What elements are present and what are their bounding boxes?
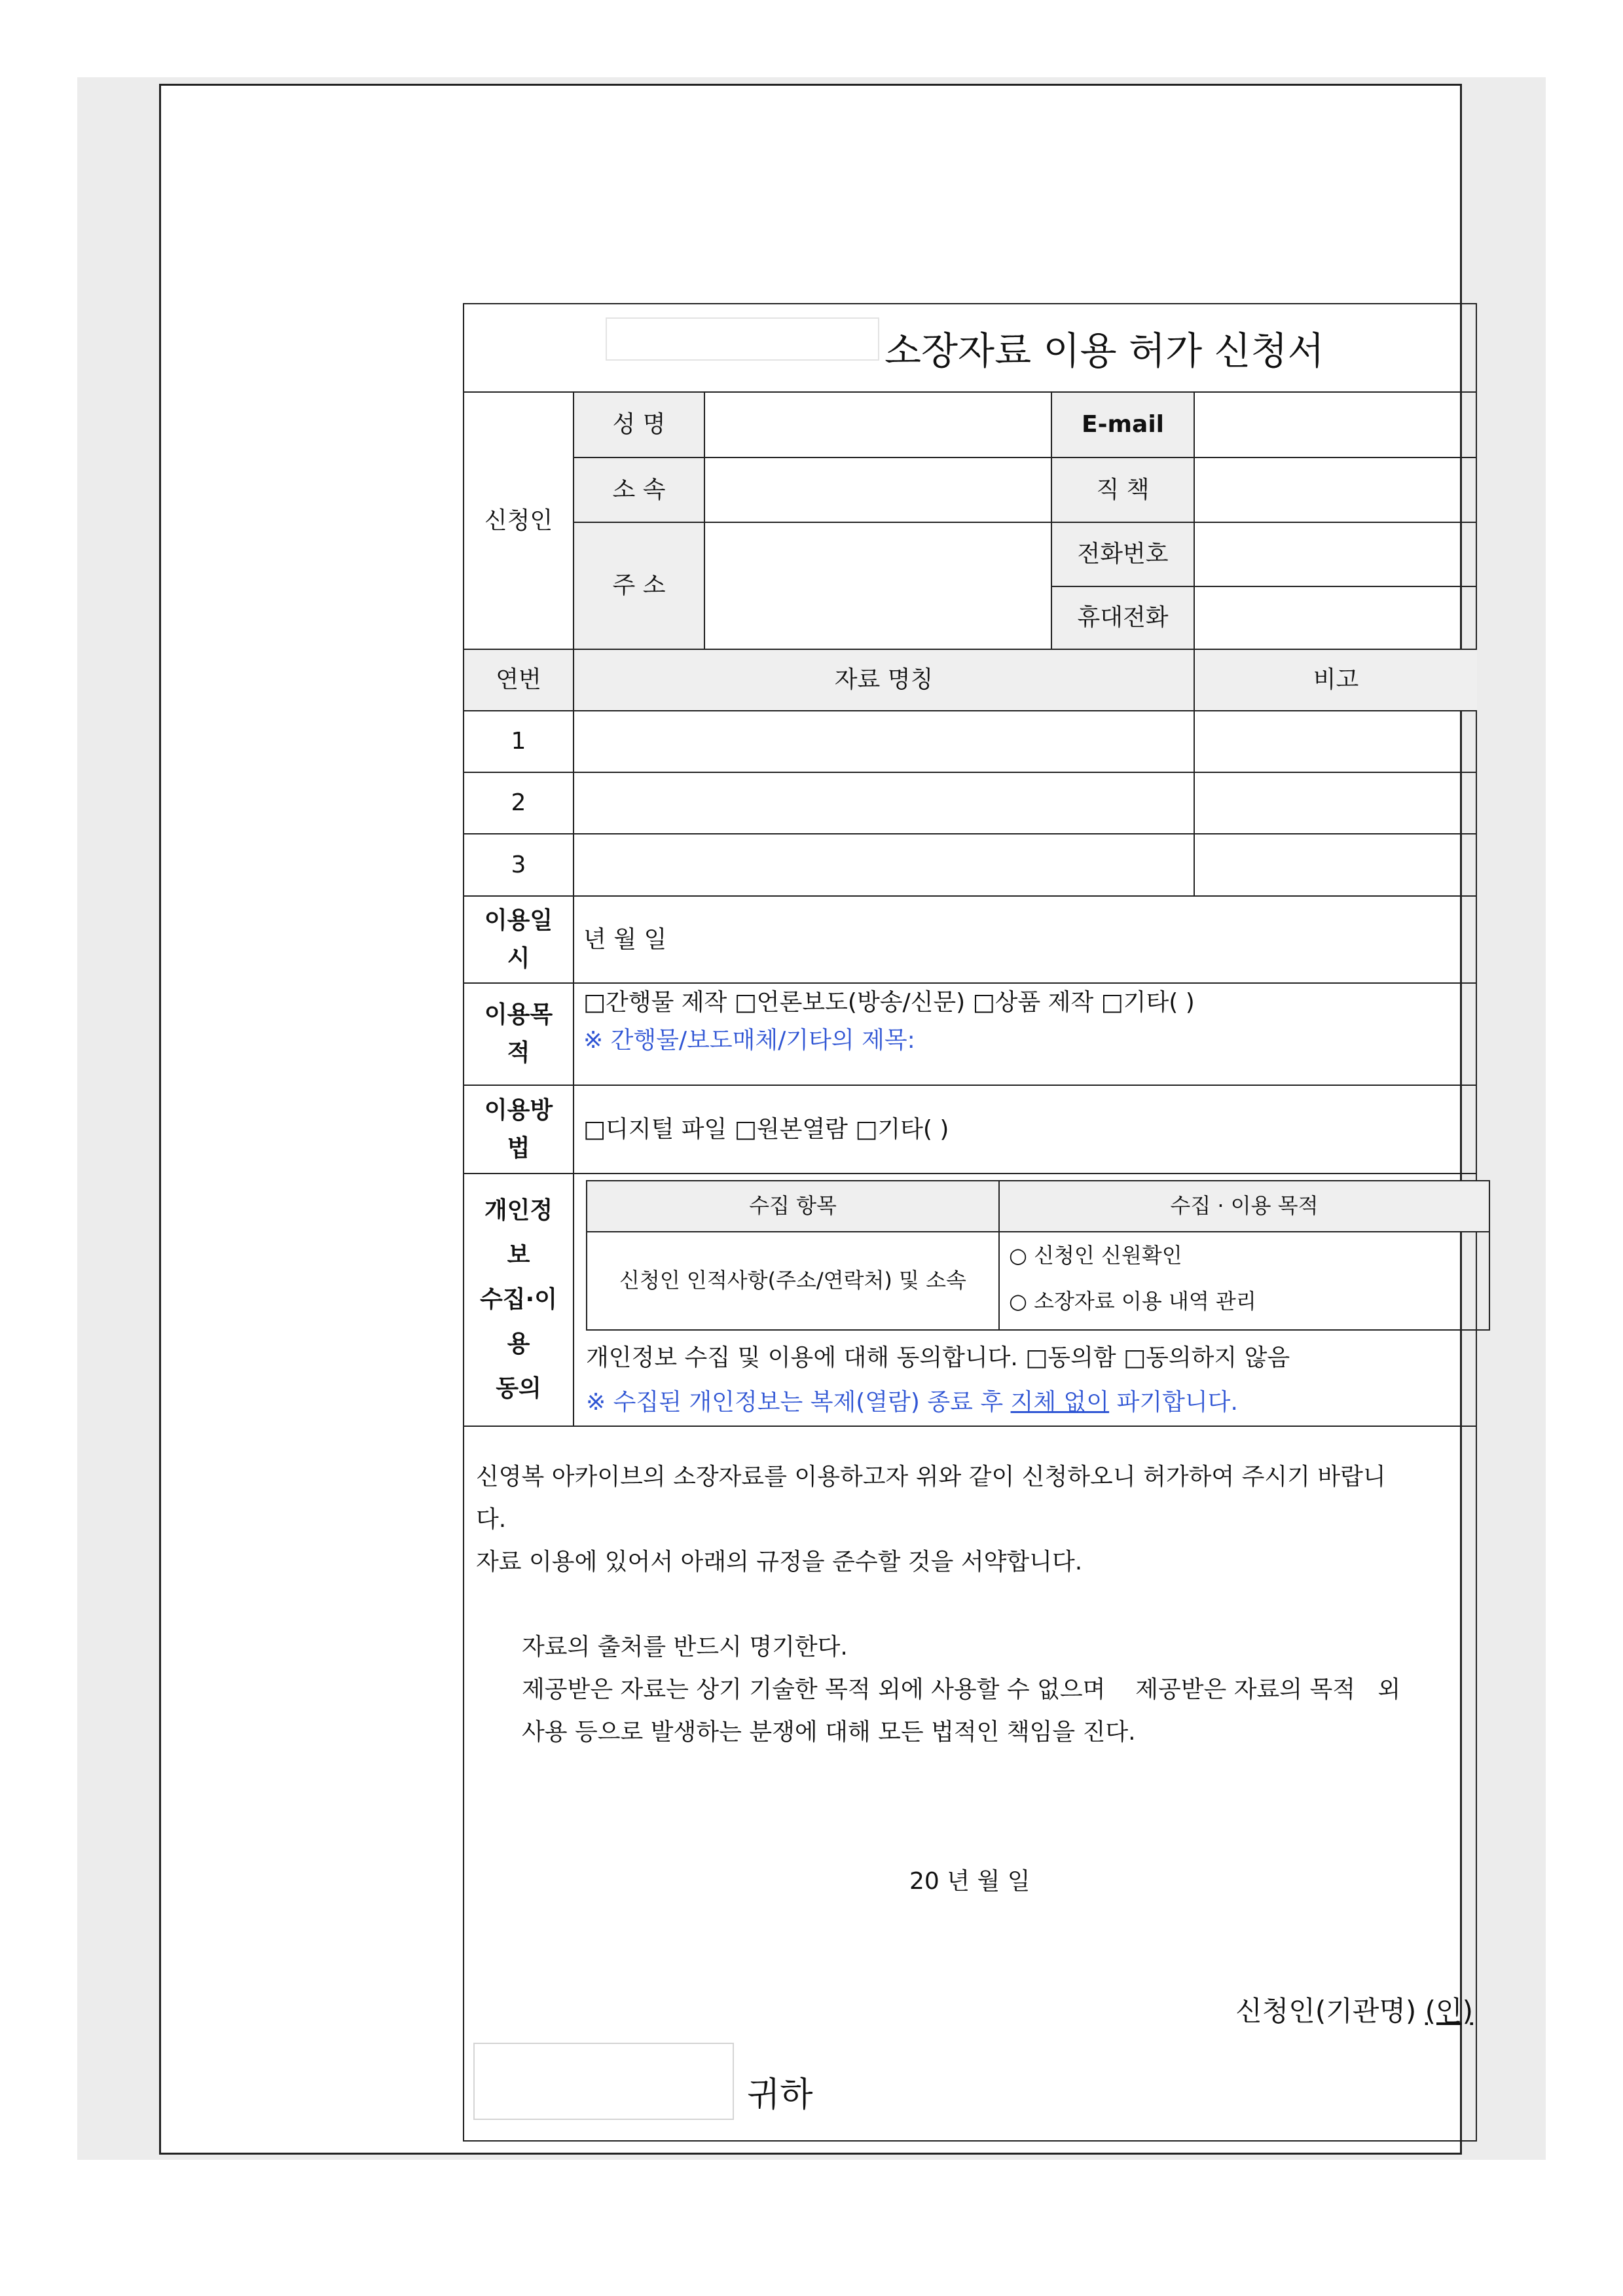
material-row-number: 2 [511, 789, 526, 817]
email-field[interactable] [1195, 393, 1477, 457]
material-note-field[interactable] [1195, 773, 1477, 833]
rule-line: 자료의 출처를 반드시 명기한다. [522, 1634, 848, 1660]
notice-underlined: 지체 없이 [1010, 1389, 1110, 1416]
usage-date-field[interactable]: 년 월 일 [583, 925, 667, 953]
recipient-suffix: 귀하 [747, 2075, 813, 2115]
applicant-section-label: 신청인 [484, 507, 553, 534]
usage-purpose-options[interactable] [574, 984, 1477, 1085]
collected-items-value: 신청인 인적사항(주소/연락처) 및 소속 [619, 1268, 966, 1293]
notice-suffix: 파기합니다. [1109, 1389, 1238, 1416]
address-label: 주 소 [612, 572, 666, 600]
privacy-label-line: 수집·이 [479, 1286, 557, 1313]
usage-method-label-line2: 법 [507, 1134, 530, 1162]
email-label: E-mail [1081, 411, 1165, 439]
usage-date-label [464, 897, 573, 982]
usage-purpose-label-line2: 적 [507, 1039, 530, 1066]
affiliation-label: 소 속 [612, 476, 666, 503]
organization-name-field[interactable] [606, 317, 879, 361]
signature-label: 신청인(기관명) [1235, 1995, 1425, 2027]
rule-line: 사용 등으로 발생하는 분쟁에 대해 모든 법적인 책임을 진다. [522, 1719, 1136, 1746]
material-name-field[interactable] [574, 834, 1194, 895]
name-label: 성 명 [612, 411, 666, 439]
privacy-collection-table [586, 1180, 1490, 1331]
collection-purpose-list [1000, 1232, 1489, 1329]
form-title: 소장자료 이용 허가 신청서 [884, 329, 1324, 373]
usage-purpose-checkboxes[interactable]: □간행물 제작 □언론보도(방송/신문) □상품 제작 □기타( ) [583, 989, 1195, 1016]
material-row-number: 1 [511, 728, 526, 755]
privacy-label-line: 개인정 [484, 1197, 553, 1224]
usage-method-label-line1: 이용방 [484, 1096, 553, 1124]
position-field[interactable] [1195, 458, 1477, 522]
collection-purpose-header: 수집 · 이용 목적 [1170, 1193, 1319, 1219]
collection-purpose-item: ○ 신청인 신원확인 [1009, 1243, 1182, 1268]
usage-date-label-line2: 시 [507, 944, 530, 972]
privacy-consent-label [464, 1174, 573, 1426]
material-name-field[interactable] [574, 773, 1194, 833]
application-form [463, 303, 1477, 2142]
recipient-name-field[interactable] [473, 2043, 734, 2120]
rule-line: 제공받은 자료는 상기 기술한 목적 외에 사용할 수 없으며 제공받은 자료의 목적 외 [522, 1676, 1401, 1703]
seal-mark: (인) [1425, 1995, 1474, 2027]
document-page [159, 84, 1474, 2155]
materials-header-name: 자료 명칭 [834, 666, 934, 694]
usage-purpose-label-line1: 이용목 [484, 1001, 553, 1029]
mobile-label: 휴대전화 [1077, 604, 1169, 632]
declaration-line: 자료 이용에 있어서 아래의 규정을 준수할 것을 서약합니다. [476, 1549, 1083, 1575]
address-field[interactable] [705, 523, 1051, 649]
declaration-line: 다. [476, 1506, 507, 1533]
name-field[interactable] [705, 393, 1051, 457]
material-row-number: 3 [511, 851, 526, 878]
declaration-line: 신영복 아카이브의 소장자료를 이용하고자 위와 같이 신청하오니 허가하여 주시기 바랍니 [476, 1463, 1386, 1490]
privacy-consent-line[interactable]: 개인정보 수집 및 이용에 대해 동의합니다. □동의함 □동의하지 않음 [586, 1344, 1290, 1371]
materials-header-number: 연번 [496, 666, 541, 694]
privacy-label-line: 동의 [496, 1375, 541, 1402]
privacy-destruction-notice [586, 1382, 1238, 1424]
collected-items-header: 수집 항목 [749, 1193, 837, 1219]
affiliation-field[interactable] [705, 458, 1051, 522]
usage-method-label [464, 1086, 573, 1173]
privacy-label-line: 보 [507, 1242, 530, 1268]
applicant-signature-line[interactable] [1183, 1948, 1473, 2074]
phone-field[interactable] [1195, 523, 1477, 586]
material-note-field[interactable] [1195, 711, 1477, 772]
phone-label: 전화번호 [1077, 541, 1169, 568]
notice-prefix: ※ 수집된 개인정보는 복제(열람) 종료 후 [586, 1389, 1011, 1416]
mobile-field[interactable] [1195, 587, 1477, 649]
usage-date-label-line1: 이용일 [484, 906, 553, 934]
usage-purpose-note: ※ 간행물/보도매체/기타의 제목: [583, 1026, 915, 1054]
usage-method-options[interactable]: □디지털 파일 □원본열람 □기타( ) [583, 1115, 949, 1143]
material-note-field[interactable] [1195, 834, 1477, 895]
material-name-field[interactable] [574, 711, 1194, 772]
position-label: 직 책 [1096, 476, 1150, 503]
collection-purpose-item: ○ 소장자료 이용 내역 관리 [1009, 1289, 1256, 1314]
application-date[interactable]: 20 년 월 일 [909, 1868, 1030, 1895]
privacy-label-line: 용 [507, 1331, 530, 1357]
materials-header-note: 비고 [1313, 666, 1359, 694]
usage-purpose-label [464, 984, 573, 1085]
